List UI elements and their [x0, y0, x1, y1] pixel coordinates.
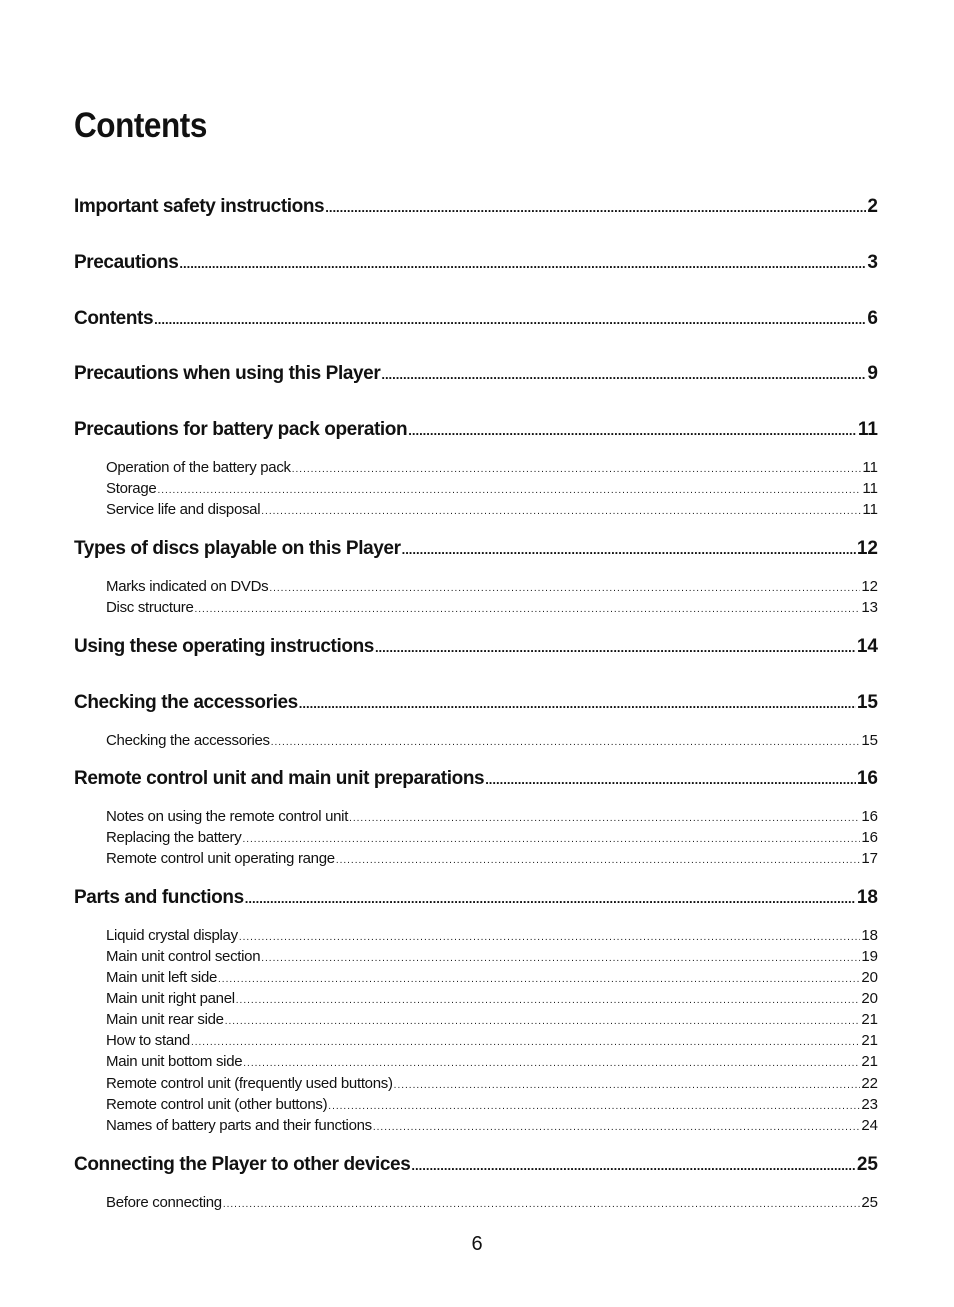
toc-entry-title: How to stand [106, 1032, 190, 1049]
toc-entry-page: 21 [861, 1011, 878, 1028]
toc-subentry[interactable] [106, 598, 878, 617]
toc-entry-page: 9 [867, 363, 878, 384]
toc-entry[interactable] [74, 1153, 878, 1177]
toc-entry-title: Remote control unit and main unit preparations [74, 768, 485, 789]
toc-subentry[interactable] [106, 947, 878, 966]
toc-subentry[interactable] [106, 849, 878, 868]
toc-entry[interactable] [74, 362, 878, 386]
toc-entry[interactable] [74, 635, 878, 659]
toc-entry-page: 16 [856, 768, 878, 789]
toc-entry-title: Main unit control section [106, 948, 261, 965]
toc-subentry[interactable] [106, 1010, 878, 1029]
toc-entry-title: Precautions for battery pack operation [74, 419, 408, 440]
toc-leader-dots [236, 991, 861, 1008]
toc-entry-title: Storage [106, 480, 157, 497]
toc-entry-page: 23 [861, 1096, 878, 1113]
toc-entry-page: 14 [856, 636, 878, 657]
toc-entry-title: Service life and disposal [106, 501, 261, 518]
toc-entry-title: Main unit bottom side [106, 1053, 243, 1070]
toc-leader-dots [381, 363, 866, 386]
toc-entry-page: 21 [861, 1053, 878, 1070]
toc-entry-page: 25 [856, 1154, 878, 1175]
toc-entry-page: 3 [867, 252, 878, 273]
toc-leader-dots [325, 196, 866, 219]
toc-entry-title: Marks indicated on DVDs [106, 578, 269, 595]
toc-leader-dots [485, 768, 856, 791]
toc-subentry[interactable] [106, 828, 878, 847]
toc-subentry[interactable] [106, 968, 878, 987]
toc-leader-dots [299, 692, 856, 715]
toc-subentry[interactable] [106, 989, 878, 1008]
toc-leader-dots [394, 1076, 861, 1093]
toc-subentry[interactable] [106, 1052, 878, 1071]
toc-leader-dots [261, 502, 861, 519]
toc-leader-dots [373, 1118, 860, 1135]
toc-entry-title: Remote control unit (frequently used buttons) [106, 1075, 393, 1092]
toc-leader-dots [157, 481, 861, 498]
toc-entry-page: 12 [856, 538, 878, 559]
toc-entry-title: Connecting the Player to other devices [74, 1154, 411, 1175]
toc-leader-dots [349, 809, 860, 826]
toc-subentry[interactable] [106, 479, 878, 498]
toc-leader-dots [191, 1033, 860, 1050]
toc-entry-page: 19 [861, 948, 878, 965]
toc-entry-page: 13 [861, 599, 878, 616]
page-number: 6 [471, 1233, 483, 1255]
toc-leader-dots [261, 949, 860, 966]
toc-entry-page: 16 [861, 808, 878, 825]
page-title: Contents [74, 106, 207, 145]
toc-entry[interactable] [74, 886, 878, 910]
toc-entry-page: 6 [867, 308, 878, 329]
toc-entry[interactable] [74, 418, 878, 442]
toc-entry[interactable] [74, 195, 878, 219]
toc-subentry[interactable] [106, 458, 878, 477]
toc-subentry[interactable] [106, 1095, 878, 1114]
toc-entry[interactable] [74, 251, 878, 275]
toc-entry-title: Notes on using the remote control unit [106, 808, 349, 825]
toc-entry[interactable] [74, 307, 878, 331]
toc-entry-page: 20 [861, 990, 878, 1007]
toc-entry-page: 24 [861, 1117, 878, 1134]
toc-entry-title: Disc structure [106, 599, 194, 616]
toc-entry-title: Main unit left side [106, 969, 218, 986]
toc-subentry[interactable] [106, 731, 878, 750]
toc-entry-title: Precautions when using this Player [74, 363, 381, 384]
toc-leader-dots [223, 1195, 860, 1212]
toc-entry-page: 15 [856, 692, 878, 713]
toc-entry-page: 22 [861, 1075, 878, 1092]
toc-leader-dots [239, 928, 861, 945]
toc-entry-title: Types of discs playable on this Player [74, 538, 401, 559]
toc-entry-page: 16 [861, 829, 878, 846]
toc-entry-title: Remote control unit operating range [106, 850, 335, 867]
toc-leader-dots [242, 830, 860, 847]
toc-entry-page: 18 [861, 927, 878, 944]
toc-entry-title: Parts and functions [74, 887, 244, 908]
toc-entry-title: Precautions [74, 252, 179, 273]
toc-leader-dots [292, 460, 862, 477]
toc-leader-dots [271, 733, 861, 750]
toc-entry[interactable] [74, 767, 878, 791]
toc-subentry[interactable] [106, 1193, 878, 1212]
toc-entry-page: 20 [861, 969, 878, 986]
toc-leader-dots [179, 252, 866, 275]
toc-subentry[interactable] [106, 1116, 878, 1135]
toc-entry-title: Remote control unit (other buttons) [106, 1096, 328, 1113]
toc-leader-dots [154, 308, 866, 331]
toc-entry-page: 2 [867, 196, 878, 217]
toc-subentry[interactable] [106, 1031, 878, 1050]
toc-entry-title: Checking the accessories [106, 732, 270, 749]
toc-subentry[interactable] [106, 926, 878, 945]
toc-entry-title: Main unit rear side [106, 1011, 224, 1028]
toc-entry-title: Important safety instructions [74, 196, 325, 217]
toc-entry-title: Main unit right panel [106, 990, 235, 1007]
toc-entry-title: Operation of the battery pack [106, 459, 291, 476]
toc-entry-title: Before connecting [106, 1194, 222, 1211]
toc-entry-title: Replacing the battery [106, 829, 242, 846]
toc-leader-dots [243, 1054, 860, 1071]
toc-leader-dots [408, 419, 857, 442]
toc-entry-page: 15 [861, 732, 878, 749]
toc-entry-page: 21 [861, 1032, 878, 1049]
toc-entry-page: 18 [856, 887, 878, 908]
toc-entry-title: Checking the accessories [74, 692, 298, 713]
toc-entry-page: 11 [857, 419, 878, 440]
toc-entry-page: 11 [862, 480, 878, 497]
toc-subentry[interactable] [106, 577, 878, 596]
toc-subentry[interactable] [106, 807, 878, 826]
toc-subentry[interactable] [106, 1074, 878, 1093]
toc-entry-title: Contents [74, 308, 154, 329]
toc-leader-dots [328, 1097, 860, 1114]
toc-leader-dots [402, 538, 856, 561]
toc-entry-page: 11 [862, 459, 878, 476]
toc-leader-dots [336, 851, 861, 868]
toc-leader-dots [245, 887, 856, 910]
toc-entry-title: Names of battery parts and their functions [106, 1117, 372, 1134]
toc-leader-dots [375, 636, 856, 659]
toc-entry-page: 17 [861, 850, 878, 867]
toc-entry-page: 11 [862, 501, 878, 518]
toc-entry-page: 12 [861, 578, 878, 595]
toc-entry[interactable] [74, 537, 878, 561]
toc-leader-dots [218, 970, 860, 987]
toc-leader-dots [225, 1012, 861, 1029]
toc-subentry[interactable] [106, 500, 878, 519]
toc-leader-dots [411, 1154, 855, 1177]
toc-entry-title: Liquid crystal display [106, 927, 238, 944]
toc-entry-title: Using these operating instructions [74, 636, 374, 657]
toc-leader-dots [195, 600, 861, 617]
toc-entry[interactable] [74, 691, 878, 715]
toc-entry-page: 25 [861, 1194, 878, 1211]
toc-leader-dots [269, 579, 860, 596]
